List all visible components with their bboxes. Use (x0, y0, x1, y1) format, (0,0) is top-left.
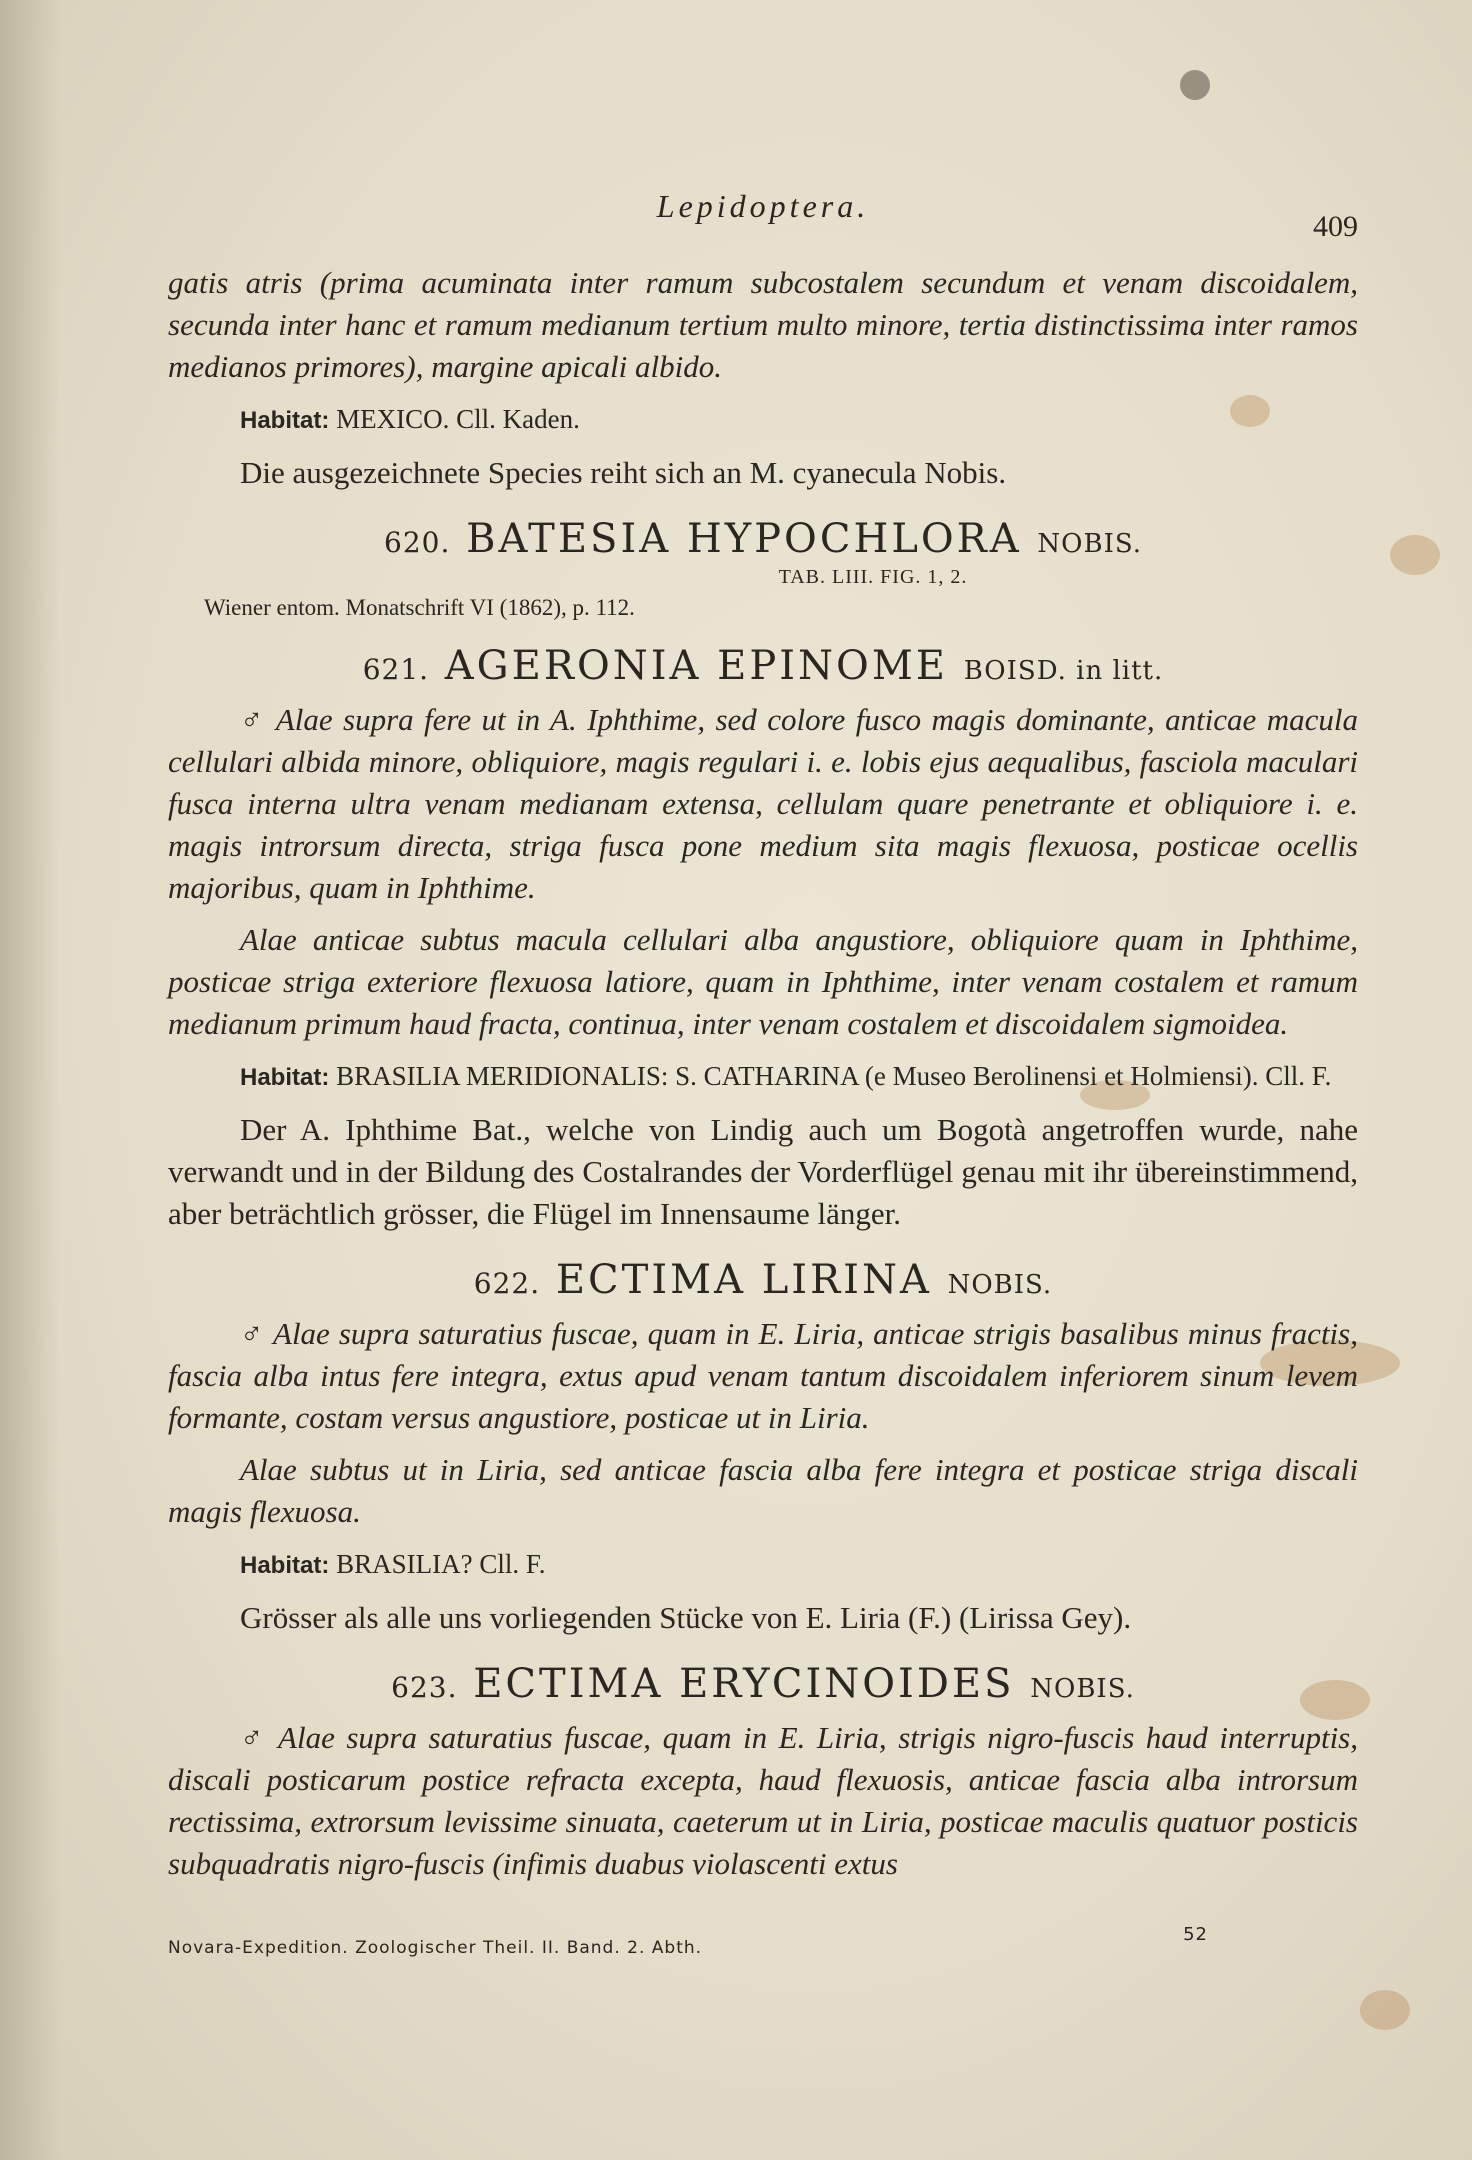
page-body (168, 262, 1358, 1895)
species-number: 620. (384, 526, 451, 559)
species-heading (168, 1257, 1358, 1303)
species-author: NOBIS. (1037, 529, 1142, 559)
description-upperside: ♂ Alae supra fere ut in A. Iphthime, sed colore fusco magis dominante, anticae macula cellulari albida minore, obliquiore, magis regulari i. e. lobis ejus aequalibus, fasciola maculari fusca interna ultra venam medianam extensa, cellulam quare penetrante et obliquiore i. e. magis introrsum directa, striga fusca pone medium sita magis flexuosa, posticae ocellis majoribus, quam in Iphthime. (168, 702, 1358, 905)
species-note: Der A. Iphthime Bat., welche von Lindig auch um Bogotà angetroffen wurde, nahe verwandt und in der Bildung des Costalrandes der Vorderflügel genau mit ihr übereinstimmend, aber beträchtlich grösser, die Flügel im Innensaume länger. (168, 1112, 1358, 1231)
page-footer (168, 1924, 1358, 1958)
habitat-label: Habitat: (240, 1552, 330, 1579)
habitat-line (168, 1055, 1358, 1099)
species-heading (168, 643, 1358, 689)
habitat-value: MEXICO. Cll. Kaden. (336, 404, 580, 434)
species-number: 621. (362, 653, 430, 686)
plate-reference: TAB. LIII. FIG. 1, 2. (778, 566, 968, 588)
habitat-label: Habitat: (240, 407, 330, 434)
signature-mark: 52 (1183, 1924, 1208, 1945)
description-underside: Alae anticae subtus macula cellulari alba angustiore, obliquiore quam in Iphthime, posticae striga exteriore flexuosa latiore, quam in Iphthime, inter venam costalem et ramum medianum primum haud fracta, continua, inter venam costalem et discoidalem sigmoidea. (168, 922, 1358, 1041)
species-author: NOBIS. (947, 1270, 1053, 1300)
habitat-label: Habitat: (240, 1064, 330, 1091)
species-note: Grösser als alle uns vorliegenden Stücke von E. Liria (F.) (Lirissa Gey). (240, 1600, 1132, 1635)
habitat-line (168, 1543, 1358, 1587)
species-note: Die ausgezeichnete Species reiht sich an M. cyanecula Nobis. (240, 455, 1007, 490)
description-upperside: ♂ Alae supra saturatius fuscae, quam in E. Liria, strigis nigro-fuscis haud interruptis, discali posticarum postice refracta excepta, haud flexuosis, anticae fascia alba introrsum rectissima, extrorsum levissime sinuata, caeterum ut in Liria, posticae maculis quatuor posticis subquadratis nigro-fuscis (infimis duabus violascenti extus (168, 1720, 1358, 1881)
species-name: AGERONIA EPINOME (444, 643, 948, 689)
foxing-stain (1360, 1990, 1410, 2030)
habitat-line (168, 398, 1358, 442)
description-underside: Alae subtus ut in Liria, sed anticae fascia alba fere integra et posticae striga discali magis flexuosa. (168, 1452, 1358, 1529)
species-name: ECTIMA ERYCINOIDES (473, 1661, 1015, 1707)
description-upperside: ♂ Alae supra saturatius fuscae, quam in E. Liria, anticae strigis basalibus minus fractis, fascia alba intus fere integra, extus apud venam tantum discoidalem inferiorem sinum levem formante, costam versus angustiore, posticae ut in Liria. (168, 1316, 1358, 1435)
species-name: BATESIA HYPOCHLORA (466, 516, 1022, 562)
habitat-value: BRASILIA MERIDIONALIS: S. CATHARINA (e Museo Berolinensi et Holmiensi). Cll. F. (336, 1061, 1332, 1091)
running-head: Lepidoptera. (656, 188, 870, 224)
species-number: 623. (391, 1671, 458, 1704)
book-gutter-shadow (0, 0, 60, 2160)
species-number: 622. (473, 1267, 541, 1300)
page-number: 409 (1313, 210, 1358, 243)
habitat-value: BRASILIA? Cll. F. (336, 1549, 546, 1579)
foxing-stain (1180, 70, 1210, 100)
literature-citation: Wiener entom. Monatschrift VI (1862), p. 112. (204, 595, 635, 620)
foxing-stain (1390, 535, 1440, 575)
species-heading (168, 1661, 1358, 1707)
page-header (168, 188, 1358, 243)
species-heading (168, 516, 1358, 562)
species-name: ECTIMA LIRINA (555, 1257, 932, 1303)
continuation-paragraph: gatis atris (prima acuminata inter ramum subcostalem secundum et venam discoidalem, secunda inter hanc et ramum medianum tertium multo minore, tertia distinctissima inter ramos medianos primores), margine apicali albido. (168, 265, 1358, 384)
species-author: BOISD. in litt. (963, 656, 1164, 686)
footer-imprint: Novara-Expedition. Zoologischer Theil. II. Band. 2. Abth. (168, 1938, 703, 1958)
species-author: NOBIS. (1030, 1674, 1135, 1704)
